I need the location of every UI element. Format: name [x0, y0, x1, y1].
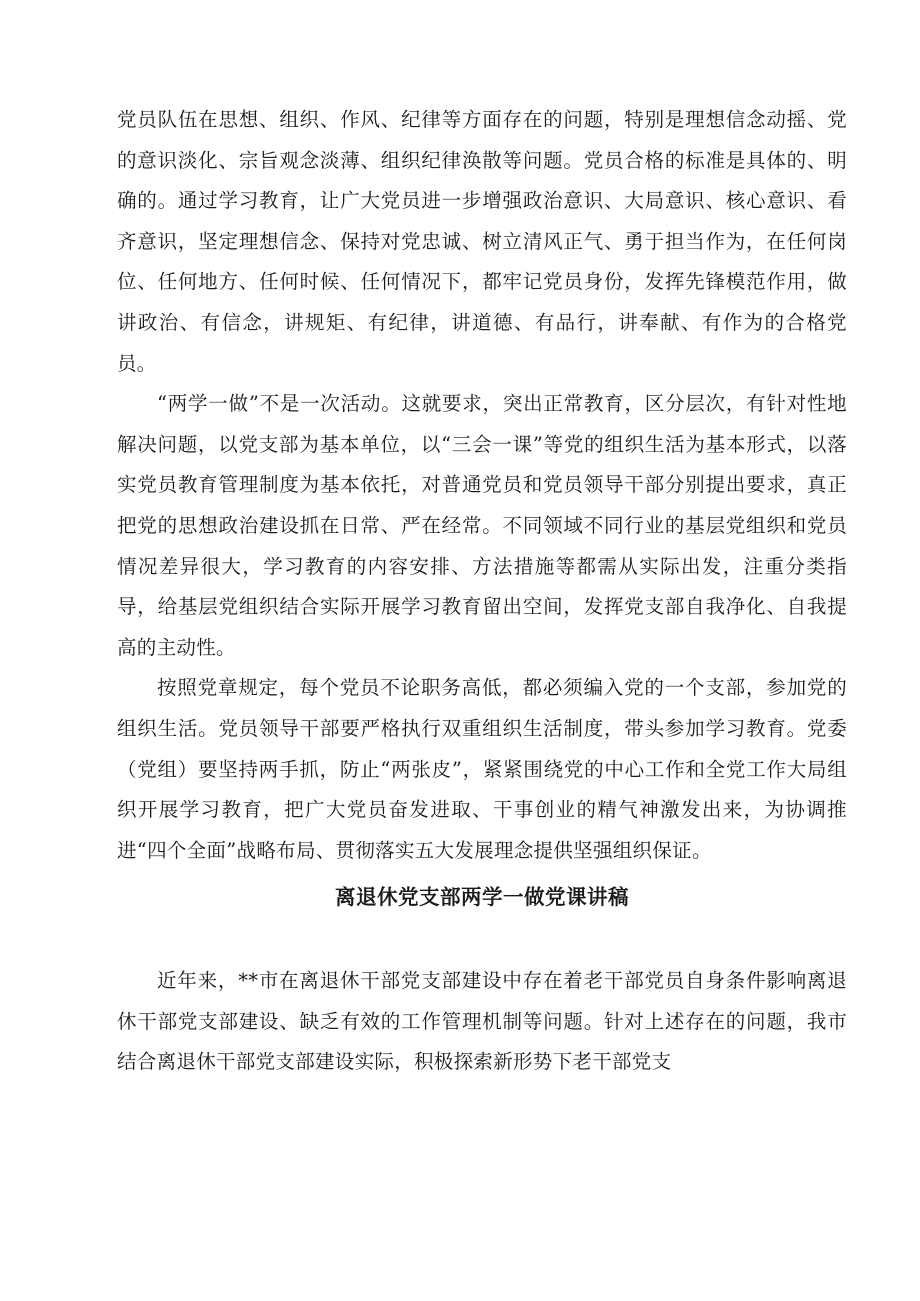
body-paragraph-2: “两学一做”不是一次活动。这就要求，突出正常教育，区分层次，有针对性地解决问题，以党支部为基本单位，以“三会一课”等党的组织生活为基本形式，以落实党员教育管理制度为基本依托，对普通党员和党员领导干部分别提出要求，真正把党的思想政治建设抓在日常、严在经常。不同领域不同行业的基层党组织和党员情况差异很大，学习教育的内容安排、方法措施等都需从实际出发，注重分类指导，给基层党组织结合实际开展学习教育留出空间，发挥党支部自我净化、自我提高的主动性。 [117, 392, 847, 659]
body-paragraph-3: 按照党章规定，每个党员不论职务高低，都必须编入党的一个支部，参加党的组织生活。党员领导干部要严格执行双重组织生活制度，带头参加学习教育。党委（党组）要坚持两手抓，防止“两张皮”，紧紧围绕党的中心工作和全党工作大局组织开展学习教育，把广大党员奋发进取、干事创业的精气神激发出来，为协调推进“四个全面”战略布局、贯彻落实五大发展理念提供坚强组织保证。 [117, 676, 847, 862]
section-title: 离退休党支部两学一做党课讲稿 [335, 885, 629, 910]
body-paragraph-4: 近年来，**市在离退休干部党支部建设中存在着老干部党员自身条件影响离退休干部党支部建设、缺乏有效的工作管理机制等问题。针对上述存在的问题，我市结合离退休干部党支部建设实际，积极探索新形势下老干部党支 [117, 969, 847, 1074]
document-page [117, 100, 847, 1083]
body-paragraph-1: 党员队伍在思想、组织、作风、纪律等方面存在的问题，特别是理想信念动摇、党的意识淡化、宗旨观念淡薄、组织纪律涣散等问题。党员合格的标准是具体的、明确的。通过学习教育，让广大党员进一步增强政治意识、大局意识、核心意识、看齐意识，坚定理想信念、保持对党忠诚、树立清风正气、勇于担当作为，在任何岗位、任何地方、任何时候、任何情况下，都牢记党员身份，发挥先锋模范作用，做讲政治、有信念，讲规矩、有纪律，讲道德、有品行，讲奉献、有作为的合格党员。 [117, 108, 847, 375]
